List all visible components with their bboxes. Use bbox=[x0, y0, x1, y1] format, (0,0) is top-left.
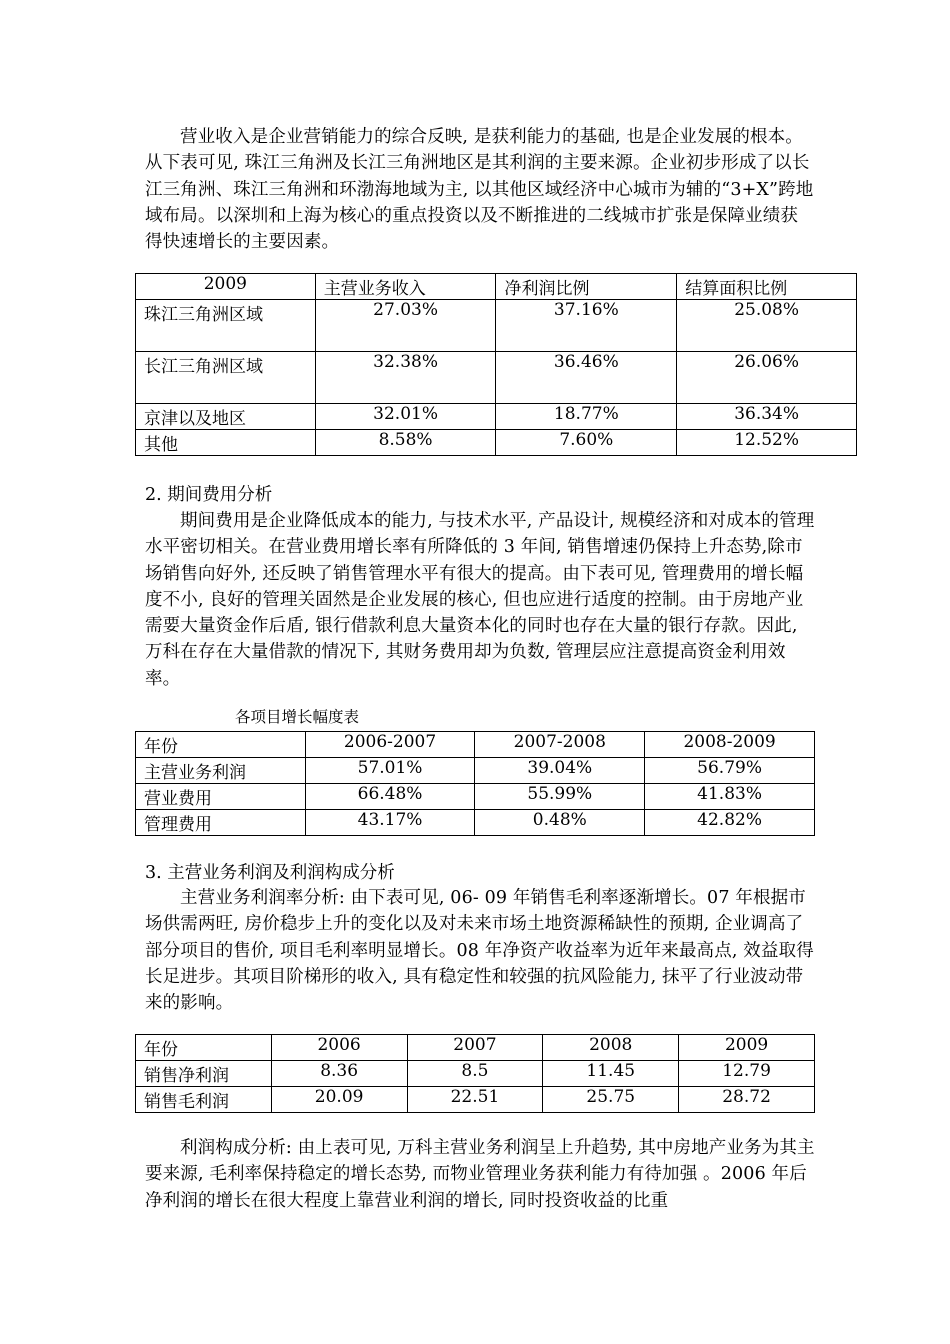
table-header-row bbox=[136, 1035, 815, 1061]
section-2-heading: 2. 期间费用分析 bbox=[145, 485, 273, 505]
table-row bbox=[136, 1061, 815, 1087]
table-cell: 长江三角洲区域 bbox=[136, 352, 316, 404]
table-cell: 8.5 bbox=[407, 1061, 543, 1087]
table-cell: 管理费用 bbox=[136, 810, 306, 836]
table-cell: 20.09 bbox=[271, 1087, 407, 1113]
table-cell: 28.72 bbox=[679, 1087, 815, 1113]
table-cell: 销售毛利润 bbox=[136, 1087, 272, 1113]
table-cell: 27.03% bbox=[315, 300, 496, 352]
table-cell: 8.58% bbox=[315, 430, 496, 456]
table-cell: 43.17% bbox=[305, 810, 475, 836]
table-cell: 京津以及地区 bbox=[136, 404, 316, 430]
closing-paragraph: 利润构成分析: 由上表可见, 万科主营业务利润呈上升趋势, 其中房地产业务为其主要来源, 毛利率保持稳定的增长态势, 而物业管理业务获利能力有待加强 。2006 年后净利润的增长在很大程度上靠营业利润的增长, 同时投资收益的比重 bbox=[145, 1138, 815, 1211]
table-row bbox=[136, 810, 815, 836]
table-cell: 57.01% bbox=[305, 758, 475, 784]
table-header-cell: 2009 bbox=[679, 1035, 815, 1061]
table-cell: 25.08% bbox=[677, 300, 857, 352]
table-cell: 56.79% bbox=[645, 758, 815, 784]
table-cell: 25.75 bbox=[543, 1087, 679, 1113]
table-cell: 主营业务利润 bbox=[136, 758, 306, 784]
table-header-cell: 2008-2009 bbox=[645, 732, 815, 758]
table-header-cell: 2008 bbox=[543, 1035, 679, 1061]
table-header-row bbox=[136, 732, 815, 758]
table-header-cell: 结算面积比例 bbox=[677, 274, 857, 300]
table-cell: 18.77% bbox=[496, 404, 677, 430]
table-header-cell: 2006-2007 bbox=[305, 732, 475, 758]
table-header-cell: 2007 bbox=[407, 1035, 543, 1061]
table-header-cell: 主营业务收入 bbox=[315, 274, 496, 300]
table-cell: 32.01% bbox=[315, 404, 496, 430]
table-cell: 8.36 bbox=[271, 1061, 407, 1087]
table-header-cell: 年份 bbox=[136, 1035, 272, 1061]
table-header-cell: 净利润比例 bbox=[496, 274, 677, 300]
table-cell: 55.99% bbox=[475, 784, 645, 810]
growth-table-caption: 各项目增长幅度表 bbox=[235, 708, 360, 726]
table-cell: 12.52% bbox=[677, 430, 857, 456]
table-cell: 66.48% bbox=[305, 784, 475, 810]
section-3-heading: 3. 主营业务利润及利润构成分析 bbox=[145, 863, 395, 883]
table-row bbox=[136, 300, 857, 352]
table-cell: 26.06% bbox=[677, 352, 857, 404]
table-row bbox=[136, 352, 857, 404]
table-cell: 珠江三角洲区域 bbox=[136, 300, 316, 352]
table-cell: 7.60% bbox=[496, 430, 677, 456]
table-header-cell: 2009 bbox=[136, 274, 316, 300]
table-header-row bbox=[136, 274, 857, 300]
table-cell: 22.51 bbox=[407, 1087, 543, 1113]
margin-table bbox=[135, 1034, 815, 1113]
table-row bbox=[136, 430, 857, 456]
table-cell: 36.34% bbox=[677, 404, 857, 430]
table-cell: 11.45 bbox=[543, 1061, 679, 1087]
table-cell: 42.82% bbox=[645, 810, 815, 836]
section-2-paragraph: 期间费用是企业降低成本的能力, 与技术水平, 产品设计, 规模经济和对成本的管理水平密切相关。在营业费用增长率有所降低的 3 年间, 销售增速仍保持上升态势,除市场销售向好外, 还反映了销售管理水平有很大的提高。由下表可见, 管理费用的增长幅度不小, 良好的管理关固然是企业发展的核心, 但也应进行适度的控制。由于房地产业需要大量资金作后盾, 银行借款利息大量资本化的同时也存在大量的银行存款。因此, 万科在存在大量借款的情况下, 其财务费用却为负数, 管理层应注意提高资金利用效率。 bbox=[145, 511, 815, 689]
table-cell: 12.79 bbox=[679, 1061, 815, 1087]
table-cell: 销售净利润 bbox=[136, 1061, 272, 1087]
table-cell: 39.04% bbox=[475, 758, 645, 784]
table-cell: 32.38% bbox=[315, 352, 496, 404]
table-header-cell: 2006 bbox=[271, 1035, 407, 1061]
table-row bbox=[136, 758, 815, 784]
table-row bbox=[136, 784, 815, 810]
table-cell: 其他 bbox=[136, 430, 316, 456]
growth-table bbox=[135, 731, 815, 836]
table-cell: 36.46% bbox=[496, 352, 677, 404]
table-cell: 41.83% bbox=[645, 784, 815, 810]
table-cell: 0.48% bbox=[475, 810, 645, 836]
table-header-cell: 2007-2008 bbox=[475, 732, 645, 758]
intro-paragraph: 营业收入是企业营销能力的综合反映, 是获利能力的基础, 也是企业发展的根本。从下表可见, 珠江三角洲及长江三角洲地区是其利润的主要来源。企业初步形成了以长江三角洲、珠江三角洲和环渤海地域为主, 以其他区域经济中心城市为辅的“3+X”跨地域布局。以深圳和上海为核心的重点投资以及不断推进的二线城市扩张是保障业绩获得快速增长的主要因素。 bbox=[145, 127, 814, 253]
section-3-paragraph: 主营业务利润率分析: 由下表可见, 06- 09 年销售毛利率逐渐增长。07 年根据市场供需两旺, 房价稳步上升的变化以及对未来市场土地资源稀缺性的预期, 企业调高了部分项目的售价, 项目毛利率明显增长。08 年净资产收益率为近年来最高点, 效益取得长足进步。其项目阶梯形的收入, 具有稳定性和较强的抗风险能力, 抹平了行业波动带来的影响。 bbox=[145, 888, 814, 1014]
region-table bbox=[135, 273, 857, 456]
table-cell: 营业费用 bbox=[136, 784, 306, 810]
table-row bbox=[136, 1087, 815, 1113]
table-cell: 37.16% bbox=[496, 300, 677, 352]
table-row bbox=[136, 404, 857, 430]
table-header-cell: 年份 bbox=[136, 732, 306, 758]
